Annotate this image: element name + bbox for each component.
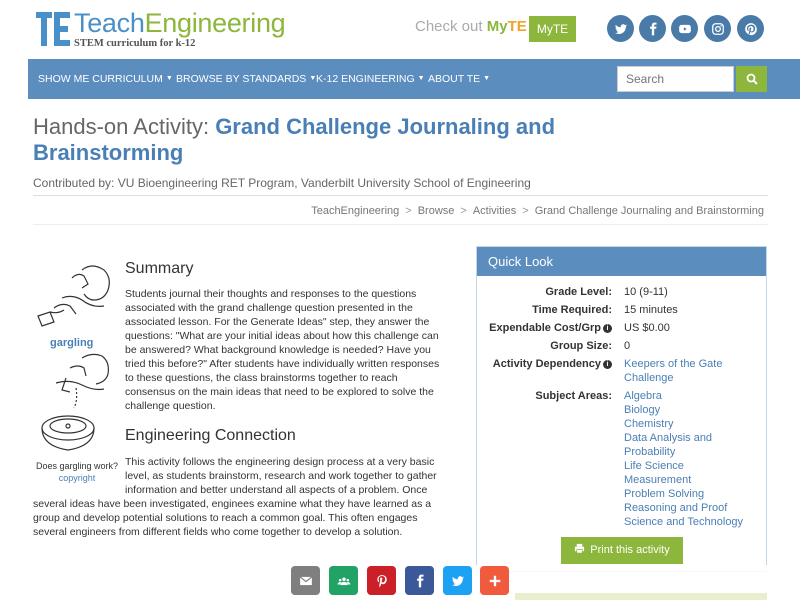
grade-level-label: Grade Level: bbox=[545, 286, 612, 298]
breadcrumb-home[interactable]: TeachEngineering bbox=[311, 205, 400, 217]
instagram-icon[interactable] bbox=[704, 15, 731, 42]
main-navigation bbox=[28, 59, 800, 99]
info-icon[interactable]: i bbox=[603, 360, 612, 369]
engineering-connection-text-b: information and better understand all aspects of a problem. Once several ideas have been investigated, enginees examine what they have learned as a group and develop potential solutions to reach a common goal. This often engages several engineers from different fields who come together to develop a solution. bbox=[33, 484, 432, 538]
nav-k12-engineering[interactable]: K-12 ENGINEERING ▼ bbox=[316, 73, 425, 85]
subject-link[interactable]: Biology bbox=[624, 404, 661, 416]
subject-link[interactable]: Reasoning and Proof bbox=[624, 502, 728, 514]
facebook-icon[interactable] bbox=[405, 566, 434, 595]
chevron-down-icon: ▼ bbox=[417, 75, 425, 83]
divider bbox=[33, 224, 768, 225]
logo-tagline: STEM curriculum for k-12 bbox=[74, 38, 196, 49]
search-icon bbox=[746, 73, 758, 85]
breadcrumb-separator: > bbox=[460, 205, 467, 217]
time-required-value: 15 minutes bbox=[624, 304, 678, 316]
breadcrumb bbox=[311, 205, 764, 217]
breadcrumb-current: Grand Challenge Journaling and Brainstorming bbox=[534, 205, 764, 217]
search-button[interactable] bbox=[736, 66, 767, 92]
chevron-down-icon: ▼ bbox=[309, 75, 317, 83]
activity-dependency-label: Activity Dependency bbox=[492, 358, 601, 370]
breadcrumb-separator: > bbox=[522, 205, 529, 217]
expendable-cost-label: Expendable Cost/Grp bbox=[489, 322, 601, 334]
chevron-down-icon: ▼ bbox=[483, 75, 491, 83]
breadcrumb-activities[interactable]: Activities bbox=[472, 205, 517, 217]
subject-link[interactable]: Algebra bbox=[624, 390, 662, 402]
time-required-label: Time Required: bbox=[532, 304, 612, 316]
gargling-illustration bbox=[32, 258, 122, 458]
print-activity-button[interactable]: Print this activity bbox=[561, 537, 683, 564]
pinterest-icon[interactable] bbox=[367, 566, 396, 595]
breadcrumb-browse[interactable]: Browse bbox=[417, 205, 455, 217]
chevron-down-icon: ▼ bbox=[165, 75, 173, 83]
engineering-connection-heading: Engineering Connection bbox=[125, 427, 296, 444]
quick-look-heading: Quick Look bbox=[477, 247, 766, 276]
checkout-myte-text: Check out MyTE bbox=[415, 18, 527, 35]
group-size-label: Group Size: bbox=[550, 340, 612, 352]
contributed-by: Contributed by: VU Bioengineering RET Program, Vanderbilt University School of Engineering bbox=[33, 176, 531, 190]
twitter-icon[interactable] bbox=[607, 15, 634, 42]
facebook-icon[interactable] bbox=[639, 15, 666, 42]
quick-look-panel bbox=[476, 246, 767, 572]
youtube-icon[interactable] bbox=[671, 15, 698, 42]
page-title: Hands-on Activity: Grand Challenge Journaling and Brainstorming bbox=[33, 114, 556, 165]
illustration-caption: Does gargling work? bbox=[35, 461, 119, 471]
subject-link[interactable]: Science and Technology bbox=[624, 516, 744, 528]
te-logo-icon bbox=[36, 12, 70, 46]
divider bbox=[33, 195, 768, 196]
summary-text: Students journal their thoughts and responses to the questions associated with the grand challenge question presented in the associated lesson. For the Generate Ideas" step, they answer the questions: "What are your initial ideas about how this challenge can be answered? What background knowledge is needed? Have you tried this before?" After students have individually written responses to these questions, the class brainstorms together to reach consensus on the main ideas that need to be explored to solve the challenge question. bbox=[125, 288, 440, 412]
pinterest-icon[interactable] bbox=[737, 15, 764, 42]
summary-heading: Summary bbox=[125, 260, 194, 277]
twitter-icon[interactable] bbox=[443, 566, 472, 595]
subject-link[interactable]: Data Analysis and Probability bbox=[624, 432, 713, 458]
subject-areas-label: Subject Areas: bbox=[535, 390, 612, 402]
more-plus-icon[interactable] bbox=[480, 566, 509, 595]
subject-link[interactable]: Problem Solving bbox=[624, 488, 705, 500]
email-icon[interactable] bbox=[291, 566, 320, 595]
subject-link[interactable]: Measurement bbox=[624, 474, 692, 486]
breadcrumb-separator: > bbox=[405, 205, 412, 217]
engineering-connection-text-a: This activity follows the engineering design process at a very basic level, as students brainstorm, research and work together to gather bbox=[125, 456, 437, 482]
site-header bbox=[0, 0, 800, 58]
nav-show-me-curriculum[interactable]: SHOW ME CURRICULUM ▼ bbox=[38, 73, 173, 85]
subject-link[interactable]: Chemistry bbox=[624, 418, 674, 430]
google-classroom-icon[interactable] bbox=[329, 566, 358, 595]
logo-wordmark: TeachEngineering bbox=[74, 8, 286, 38]
search-input[interactable] bbox=[617, 66, 734, 92]
myte-button[interactable]: MyTE bbox=[529, 16, 576, 42]
copyright-link[interactable]: copyright bbox=[58, 473, 96, 483]
illustration-label: gargling bbox=[50, 337, 94, 349]
nav-about-te[interactable]: ABOUT TE ▼ bbox=[428, 73, 491, 85]
info-icon[interactable]: i bbox=[603, 324, 612, 333]
expendable-cost-value: US $0.00 bbox=[624, 322, 670, 334]
subject-areas-list bbox=[624, 389, 744, 529]
nav-browse-by-standards[interactable]: BROWSE BY STANDARDS ▼ bbox=[176, 73, 317, 85]
group-size-value: 0 bbox=[624, 340, 631, 352]
printer-icon bbox=[574, 543, 585, 554]
decorative-strip bbox=[515, 593, 767, 600]
activity-dependency-link[interactable]: Keepers of the Gate Challenge bbox=[624, 358, 723, 384]
subject-link[interactable]: Life Science bbox=[624, 460, 684, 472]
grade-level-value: 10 (9-11) bbox=[624, 286, 668, 298]
